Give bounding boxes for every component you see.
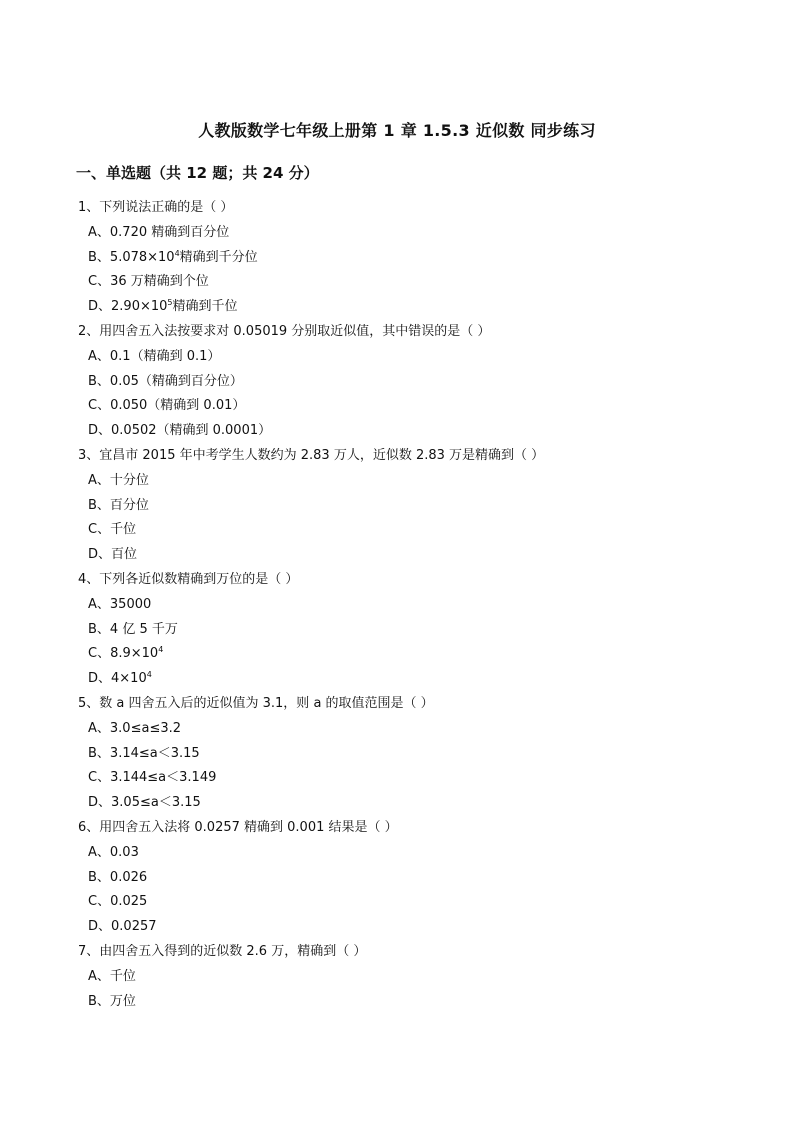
answer-option xyxy=(88,791,201,810)
option-letter: B、 xyxy=(88,869,110,885)
option-text: 8.9×10 xyxy=(110,646,159,662)
answer-option xyxy=(88,518,136,537)
option-letter: B、 xyxy=(88,993,110,1009)
answer-option xyxy=(88,494,149,513)
answer-option xyxy=(88,890,147,909)
question-stem: 1、下列说法正确的是（ ） xyxy=(78,200,234,215)
answer-option xyxy=(88,766,216,785)
answer-option xyxy=(88,543,137,562)
exponent: 5 xyxy=(167,298,173,308)
answer-option xyxy=(88,345,220,364)
question-stem: 7、由四舍五入得到的近似数 2.6 万，精确到（ ） xyxy=(78,944,367,959)
option-letter: D、 xyxy=(88,919,112,935)
option-text: 0.025 xyxy=(110,894,148,910)
option-text: 0.050（精确到 0.01） xyxy=(110,398,246,414)
option-letter: A、 xyxy=(88,472,110,488)
option-text: 0.026 xyxy=(109,869,148,885)
option-text: 千位 xyxy=(109,968,136,984)
option-text: 4 亿 5 千万 xyxy=(109,621,178,637)
option-text: 0.0502（精确到 0.0001） xyxy=(111,423,272,439)
option-letter: D、 xyxy=(88,795,112,811)
answer-option xyxy=(88,965,136,984)
option-text: 3.144≤a＜3.149 xyxy=(110,770,217,786)
option-text: 十分位 xyxy=(109,472,149,488)
question-stem: 4、下列各近似数精确到万位的是（ ） xyxy=(78,572,299,587)
answer-option xyxy=(88,618,178,637)
option-text: 36 万精确到个位 xyxy=(110,274,209,290)
option-letter: C、 xyxy=(88,894,111,910)
option-text: 4×10 xyxy=(111,671,147,687)
option-letter: D、 xyxy=(88,423,112,439)
option-text: 3.05≤a＜3.15 xyxy=(111,795,201,811)
answer-option xyxy=(88,866,147,885)
option-letter: B、 xyxy=(88,249,110,265)
answer-option xyxy=(88,717,181,736)
option-letter: C、 xyxy=(88,770,111,786)
answer-option xyxy=(88,642,163,661)
option-text: 0.03 xyxy=(109,844,139,860)
answer-option xyxy=(88,370,243,389)
answer-option xyxy=(88,270,209,289)
option-text: 3.0≤a≤3.2 xyxy=(109,720,182,736)
option-letter: D、 xyxy=(88,671,112,687)
answer-option xyxy=(88,915,157,934)
answer-option xyxy=(88,667,152,686)
option-letter: A、 xyxy=(88,844,110,860)
option-text: 0.720 精确到百分位 xyxy=(109,224,230,240)
option-letter: C、 xyxy=(88,646,111,662)
answer-option xyxy=(88,469,149,488)
option-letter: A、 xyxy=(88,224,110,240)
answer-option xyxy=(88,593,151,612)
answer-option xyxy=(88,246,258,265)
option-text: 0.05（精确到百分位） xyxy=(109,373,243,389)
option-letter: C、 xyxy=(88,398,111,414)
option-letter: B、 xyxy=(88,373,110,389)
option-letter: A、 xyxy=(88,596,110,612)
option-text: 0.0257 xyxy=(111,919,157,935)
option-text: 2.90×10 xyxy=(111,299,168,315)
option-letter: C、 xyxy=(88,274,111,290)
option-letter: C、 xyxy=(88,522,111,538)
option-text: 0.1（精确到 0.1） xyxy=(109,348,221,364)
option-text: 万位 xyxy=(109,993,136,1009)
answer-option xyxy=(88,841,139,860)
option-letter: D、 xyxy=(88,299,112,315)
option-letter: A、 xyxy=(88,720,110,736)
option-letter: B、 xyxy=(88,745,110,761)
option-text-suffix: 精确到千位 xyxy=(172,299,238,315)
answer-option xyxy=(88,394,245,413)
option-letter: A、 xyxy=(88,968,110,984)
answer-option xyxy=(88,295,238,314)
option-text: 35000 xyxy=(109,596,152,612)
exponent: 4 xyxy=(174,248,180,258)
answer-option xyxy=(88,221,229,240)
answer-option xyxy=(88,419,271,438)
option-text: 5.078×10 xyxy=(109,249,175,265)
question-stem: 3、宜昌市 2015 年中考学生人数约为 2.83 万人，近似数 2.83 万是精确到（ ） xyxy=(78,448,545,463)
question-stem: 5、数 a 四舍五入后的近似值为 3.1，则 a 的取值范围是（ ） xyxy=(78,696,434,711)
exponent: 4 xyxy=(158,645,164,655)
answer-option xyxy=(88,742,200,761)
option-text: 百位 xyxy=(111,547,138,563)
option-letter: D、 xyxy=(88,547,112,563)
option-letter: A、 xyxy=(88,348,110,364)
answer-option xyxy=(88,990,136,1009)
section-heading: 一、单选题（共 12 题；共 24 分） xyxy=(76,164,319,182)
page-title: 人教版数学七年级上册第 1 章 1.5.3 近似数 同步练习 xyxy=(198,121,596,140)
option-letter: B、 xyxy=(88,621,110,637)
option-letter: B、 xyxy=(88,497,110,513)
option-text-suffix: 精确到千分位 xyxy=(179,249,258,265)
question-stem: 2、用四舍五入法按要求对 0.05019 分别取近似值，其中错误的是（ ） xyxy=(78,324,491,339)
option-text: 千位 xyxy=(110,522,137,538)
question-stem: 6、用四舍五入法将 0.0257 精确到 0.001 结果是（ ） xyxy=(78,820,398,835)
option-text: 3.14≤a＜3.15 xyxy=(109,745,200,761)
exponent: 4 xyxy=(146,670,152,680)
option-text: 百分位 xyxy=(109,497,149,513)
